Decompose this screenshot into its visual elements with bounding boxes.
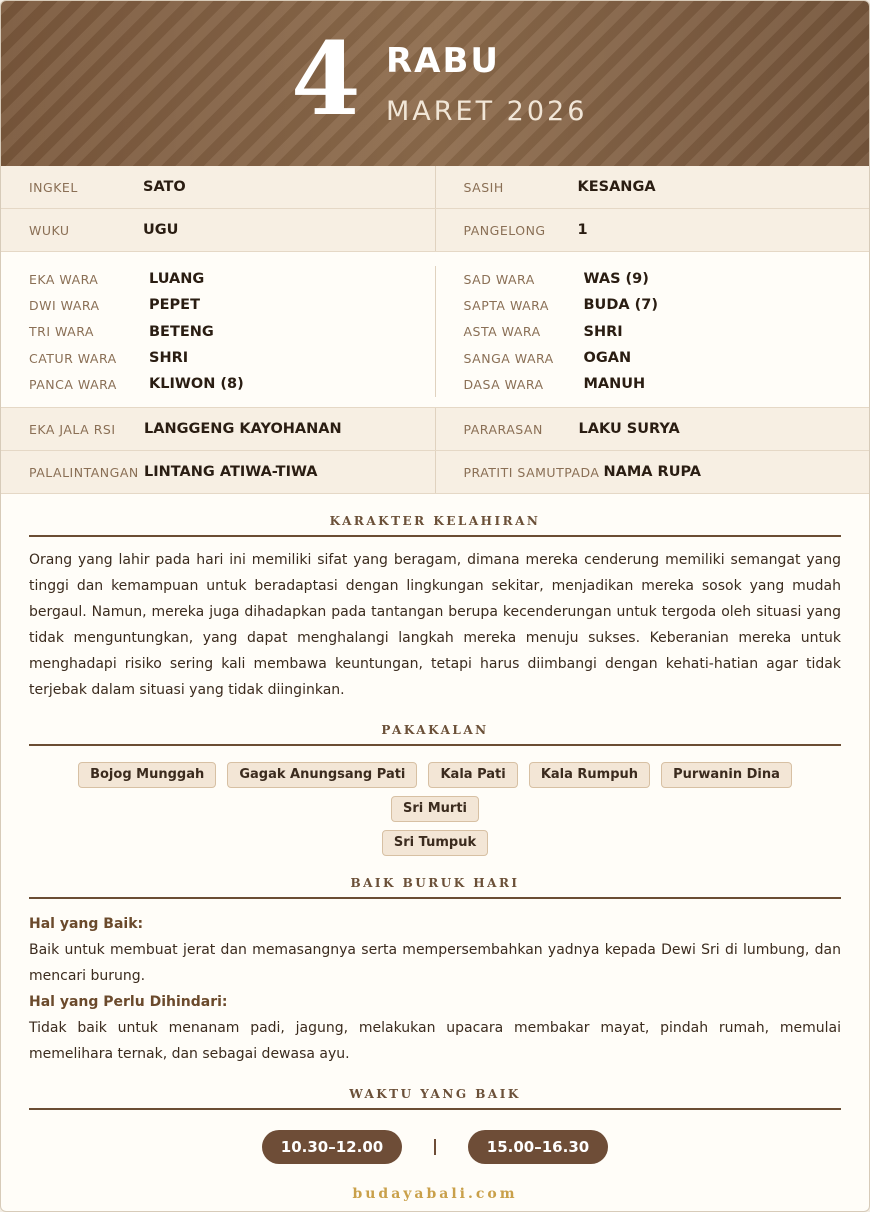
wara-value: WAS (9) xyxy=(583,271,649,288)
karakter-title: KARAKTER KELAHIRAN xyxy=(29,494,841,537)
time-slot-separator xyxy=(434,1139,436,1155)
wara-value: SHRI xyxy=(583,323,623,340)
pratiti-samutpada-value: NAMA RUPA xyxy=(603,464,702,481)
wuku-value: UGU xyxy=(143,222,179,238)
wara-grid xyxy=(1,252,869,408)
wara-value: MANUH xyxy=(583,376,646,393)
ingkel-label: INGKEL xyxy=(29,179,78,195)
wara-item xyxy=(29,292,435,318)
day-number: 4 xyxy=(291,20,361,138)
wara-item xyxy=(464,371,870,397)
eka-jala-rsi-value: LANGGENG KAYOHANAN xyxy=(144,421,342,438)
pakakalan-section xyxy=(1,703,869,864)
month-year: MARET 2026 xyxy=(386,96,588,127)
pratiti-samutpada-label: PRATITI SAMUTPADA xyxy=(463,464,600,480)
wara-label: DASA WARA xyxy=(463,376,544,392)
pakakalan-chip: Kala Pati xyxy=(428,762,517,788)
wara-label: SAD WARA xyxy=(463,271,535,287)
wara-right-column xyxy=(436,266,870,397)
ingkel-value: SATO xyxy=(143,179,186,195)
time-slot-pill: 10.30–12.00 xyxy=(262,1130,402,1164)
pakakalan-chip: Sri Murti xyxy=(391,796,479,822)
wara-value: OGAN xyxy=(583,350,632,367)
sasih-cell xyxy=(436,166,870,208)
extra-row-palalintangan xyxy=(1,451,869,494)
wara-label: SAPTA WARA xyxy=(463,297,549,313)
pakakalan-chip: Sri Tumpuk xyxy=(382,830,488,856)
time-slots xyxy=(29,1130,841,1164)
good-text: Baik untuk membuat jerat dan memasangnya serta mempersembahkan yadnya kepada Dewi Sri di lumbung, dan mencari burung. xyxy=(29,942,841,985)
wara-value: PEPET xyxy=(149,297,200,314)
pararasan-label: PARARASAN xyxy=(463,421,543,437)
summary-row-wuku xyxy=(1,209,869,252)
wuku-cell xyxy=(1,209,436,251)
wara-label: TRI WARA xyxy=(29,324,94,340)
wara-item xyxy=(29,345,435,371)
wara-item xyxy=(29,319,435,345)
wara-item xyxy=(464,319,870,345)
footer-brand: budayabali.com xyxy=(352,1186,518,1203)
sasih-value: KESANGA xyxy=(577,179,656,195)
pakakalan-chips xyxy=(29,762,841,864)
wara-item xyxy=(29,266,435,292)
wara-value: BETENG xyxy=(149,323,214,340)
pararasan-cell xyxy=(436,408,870,450)
bad-heading: Hal yang Perlu Dihindari: xyxy=(29,994,228,1011)
waktu-section xyxy=(1,1067,869,1164)
sasih-label: SASIH xyxy=(463,179,504,195)
baik-buruk-title: BAIK BURUK HARI xyxy=(29,864,841,899)
date-header xyxy=(1,1,869,166)
pratiti-samutpada-cell xyxy=(436,451,870,493)
good-heading: Hal yang Baik: xyxy=(29,916,144,933)
eka-jala-rsi-label: EKA JALA RSI xyxy=(29,421,116,437)
waktu-title: WAKTU YANG BAIK xyxy=(29,1067,841,1110)
time-slot-pill: 15.00–16.30 xyxy=(468,1130,608,1164)
bad-text: Tidak baik untuk menanam padi, jagung, melakukan upacara membakar mayat, pindah rumah, memulai memelihara ternak, dan sebagai dewasa ayu. xyxy=(29,1020,841,1063)
wara-value: SHRI xyxy=(149,350,189,367)
wara-value: LUANG xyxy=(149,271,205,288)
karakter-text: Orang yang lahir pada hari ini memiliki sifat yang beragam, dimana mereka cenderung memiliki semangat yang tinggi dan kemampuan untuk beradaptasi dengan lingkungan sekitar, menjadikan mereka sosok yang mudah bergaul. Namun, mereka juga dihadapkan pada tantangan berupa kecenderungan untuk tergoda oleh situasi yang tidak menguntungkan, yang dapat menghalangi langkah mereka menuju sukses. Keberanian mereka untuk menghadapi risiko sering kali membawa keuntungan, tetapi harus diimbangi dengan kehati-hatian agar tidak terjebak dalam situasi yang tidak diinginkan. xyxy=(29,552,841,699)
karakter-section xyxy=(1,494,869,703)
pangelong-value: 1 xyxy=(577,222,588,238)
pakakalan-title: PAKAKALAN xyxy=(29,703,841,746)
wara-item xyxy=(29,371,435,397)
wara-left-column xyxy=(1,266,436,397)
palalintangan-value: LINTANG ATIWA-TIWA xyxy=(144,464,318,481)
wara-label: SANGA WARA xyxy=(463,350,554,366)
summary-row-ingkel xyxy=(1,166,869,209)
ingkel-cell xyxy=(1,166,436,208)
palalintangan-cell xyxy=(1,451,436,493)
pakakalan-chip: Purwanin Dina xyxy=(661,762,792,788)
wara-item xyxy=(464,266,870,292)
wara-label: PANCA WARA xyxy=(29,376,117,392)
pararasan-value: LAKU SURYA xyxy=(578,421,680,438)
pangelong-cell xyxy=(436,209,870,251)
day-name: RABU xyxy=(386,41,501,81)
baik-buruk-section xyxy=(1,864,869,1067)
pakakalan-chip: Gagak Anungsang Pati xyxy=(227,762,417,788)
wara-label: EKA WARA xyxy=(29,271,99,287)
eka-jala-rsi-cell xyxy=(1,408,436,450)
wara-value: BUDA (7) xyxy=(583,297,658,314)
pakakalan-chip: Bojog Munggah xyxy=(78,762,216,788)
wara-value: KLIWON (8) xyxy=(149,376,244,393)
wuku-label: WUKU xyxy=(29,222,70,238)
pakakalan-chip: Kala Rumpuh xyxy=(529,762,650,788)
wara-item xyxy=(464,292,870,318)
wara-label: DWI WARA xyxy=(29,297,100,313)
wara-label: ASTA WARA xyxy=(463,324,541,340)
palalintangan-label: PALALINTANGAN xyxy=(29,464,139,480)
pangelong-label: PANGELONG xyxy=(463,222,546,238)
wara-label: CATUR WARA xyxy=(29,350,117,366)
extra-row-eka-jala-rsi xyxy=(1,408,869,451)
wara-item xyxy=(464,345,870,371)
